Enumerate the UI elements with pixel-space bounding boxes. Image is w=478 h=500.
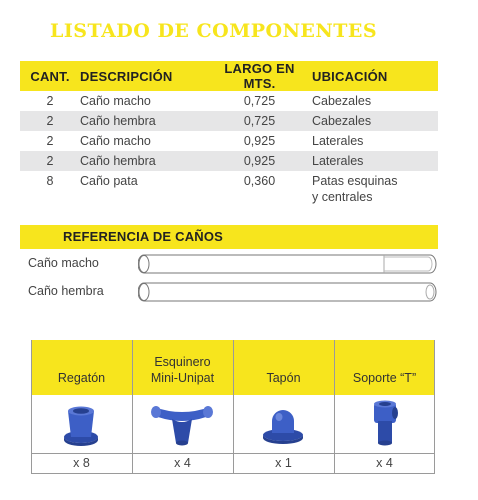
cell-cant: 2 [20,151,80,171]
regaton-icon [31,395,132,453]
cell-largo: 0,360 [243,174,276,188]
header-descripcion: DESCRIPCIÓN [80,61,207,91]
components-table [20,61,438,205]
cell-descripcion: Caño hembra [80,111,207,131]
pipe-hembra-icon [138,281,438,303]
header-cant: CANT. [20,61,80,91]
cell-cant: 2 [46,94,54,108]
cell-ubicacion: Laterales [312,151,438,171]
esquinero-icon [132,395,233,453]
grid-line [31,473,435,474]
table-header-row [20,61,438,91]
accessory-qty: x 4 [376,456,393,470]
cell-descripcion: Caño pata [80,174,138,188]
cell-ubicacion [312,171,438,205]
table-row [20,171,438,205]
cell-cant: 2 [20,111,80,131]
cell-ubicacion: Cabezales [312,111,438,131]
accessory-name: Esquinero Mini-Unipat [150,355,215,385]
accessory-qty: x 8 [73,456,90,470]
cell-cant: 2 [46,134,54,148]
table-row [20,111,438,131]
table-row [20,131,438,151]
pipe-label-macho: Caño macho [28,256,99,270]
table-row [20,151,438,171]
cell-descripcion: Caño macho [80,134,151,148]
table-row [20,91,438,111]
header-largo: LARGO EN MTS. [207,61,312,91]
accessory-name: Soporte “T” [352,371,417,385]
ubicacion-line-2: y centrales [312,190,373,204]
pipe-label-hembra: Caño hembra [28,284,104,298]
cell-largo: 0,725 [243,94,276,108]
grid-line [31,453,435,454]
accessory-qty: x 1 [275,456,292,470]
cell-largo: 0,925 [243,134,276,148]
page-title: LISTADO DE COMPONENTES [50,20,378,42]
cell-cant: 8 [46,174,54,188]
cell-descripcion: Caño macho [80,94,151,108]
accessory-name: Tapón [266,371,301,385]
cell-ubicacion: Laterales [312,134,364,148]
reference-title: REFERENCIA DE CAÑOS [63,229,224,244]
accessory-qty: x 4 [174,456,191,470]
ubicacion-line-1: Patas esquinas [312,174,398,188]
header-ubicacion: UBICACIÓN [312,61,438,91]
cell-descripcion: Caño hembra [80,151,207,171]
cell-largo: 0,925 [207,151,312,171]
cell-ubicacion: Cabezales [312,94,372,108]
cell-largo: 0,725 [207,111,312,131]
accessory-name: Regatón [57,371,106,385]
tapon-icon [233,395,334,453]
soporte-t-icon [334,395,435,453]
pipe-macho-icon [138,253,438,275]
